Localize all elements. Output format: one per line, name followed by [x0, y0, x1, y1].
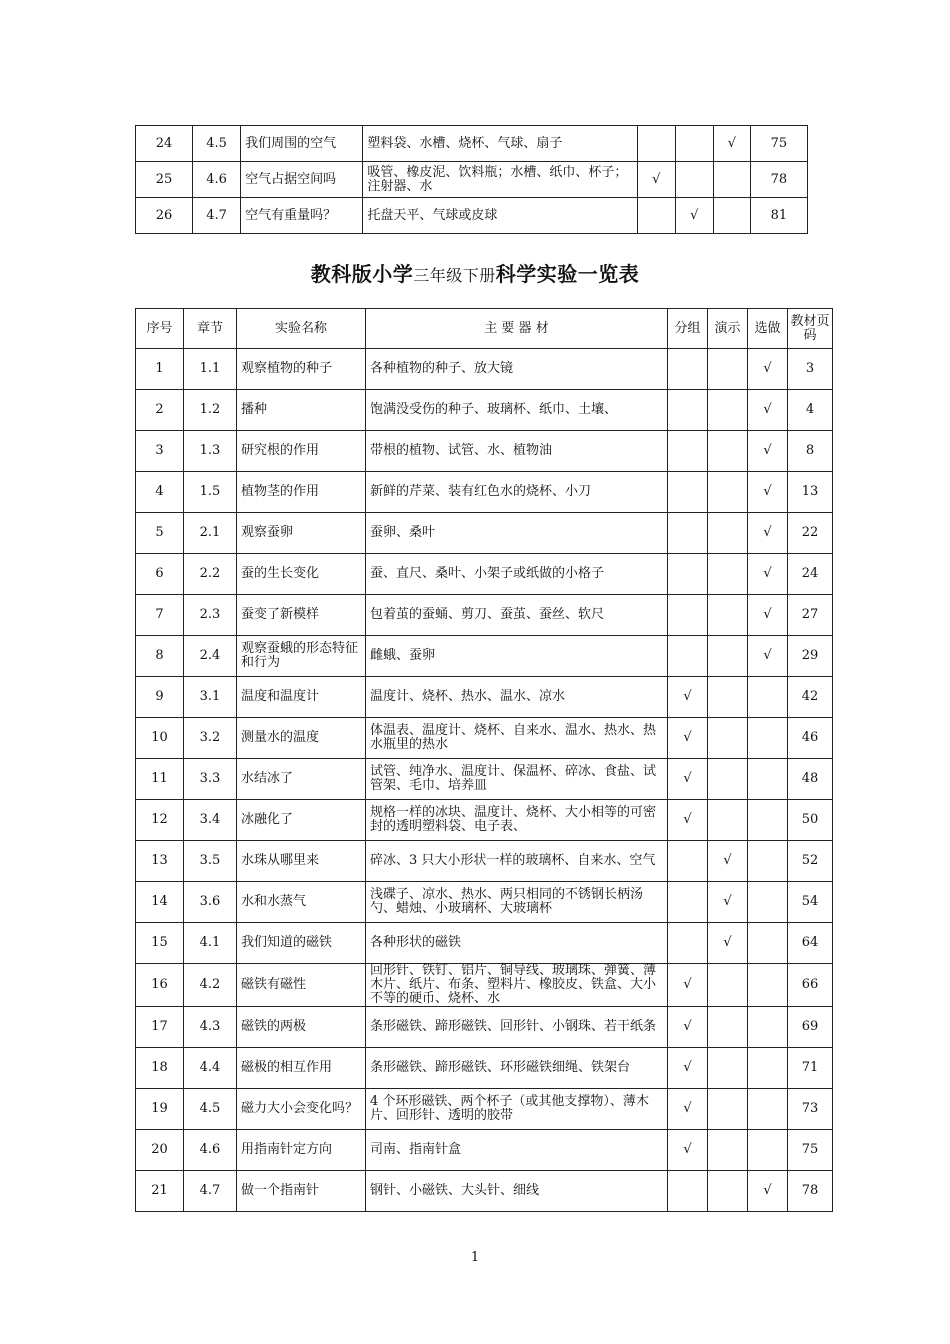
cell-no: 25 [136, 162, 193, 198]
cell-optional [748, 841, 788, 882]
cell-materials: 碎冰、3 只大小形状一样的玻璃杯、自来水、空气 [366, 841, 668, 882]
cell-materials: 规格一样的冰块、温度计、烧杯、大小相等的可密封的透明塑料袋、电子表、 [366, 800, 668, 841]
table-row [136, 162, 808, 198]
cell-materials: 雌蛾、蚕卵 [366, 636, 668, 677]
cell-name: 研究根的作用 [237, 431, 366, 472]
cell-materials: 条形磁铁、蹄形磁铁、环形磁铁细绳、铁架台 [366, 1048, 668, 1089]
cell-chapter: 2.4 [184, 636, 237, 677]
cell-optional: √ [713, 126, 750, 162]
header-page: 教材页码 [788, 309, 833, 349]
cell-demo [708, 677, 748, 718]
table-row [136, 390, 833, 431]
cell-optional [748, 1007, 788, 1048]
cell-no: 9 [136, 677, 184, 718]
table-row [136, 554, 833, 595]
cell-materials: 体温表、温度计、烧杯、自来水、温水、热水、热水瓶里的热水 [366, 718, 668, 759]
title-part-grade: 三年级下册 [413, 266, 496, 285]
cell-name: 我们周围的空气 [241, 126, 363, 162]
cell-page: 48 [788, 759, 833, 800]
table-row [136, 431, 833, 472]
cell-no: 2 [136, 390, 184, 431]
cell-group [668, 923, 708, 964]
cell-name: 水结冰了 [237, 759, 366, 800]
cell-group: √ [668, 1007, 708, 1048]
cell-demo [708, 349, 748, 390]
cell-materials: 试管、纯净水、温度计、保温杯、碎冰、食盐、试管架、毛巾、培养皿 [366, 759, 668, 800]
cell-chapter: 3.3 [184, 759, 237, 800]
cell-name: 磁力大小会变化吗？ [237, 1089, 366, 1130]
cell-materials: 包着茧的蚕蛹、剪刀、蚕茧、蚕丝、软尺 [366, 595, 668, 636]
cell-name: 用指南针定方向 [237, 1130, 366, 1171]
cell-group [668, 431, 708, 472]
cell-optional: √ [748, 554, 788, 595]
cell-demo [708, 431, 748, 472]
cell-optional [748, 964, 788, 1007]
cell-no: 17 [136, 1007, 184, 1048]
cell-optional: √ [748, 1171, 788, 1212]
table-row [136, 1007, 833, 1048]
cell-demo [708, 513, 748, 554]
cell-materials: 回形针、铁钉、铝片、铜导线、玻璃珠、弹簧、薄木片、纸片、布条、塑料片、橡胶皮、铁盒、大小不等的硬币、烧杯、水 [366, 964, 668, 1007]
cell-chapter: 2.3 [184, 595, 237, 636]
cell-chapter: 3.6 [184, 882, 237, 923]
table-row [136, 595, 833, 636]
cell-group: √ [668, 1089, 708, 1130]
header-materials: 主 要 器 材 [366, 309, 668, 349]
cell-name: 蚕变了新模样 [237, 595, 366, 636]
header-optional: 选做 [748, 309, 788, 349]
cell-demo: √ [708, 923, 748, 964]
table-row [136, 1048, 833, 1089]
cell-name: 蚕的生长变化 [237, 554, 366, 595]
cell-no: 19 [136, 1089, 184, 1130]
top-table-body [136, 126, 808, 234]
cell-materials: 吸管、橡皮泥、饮料瓶；水槽、纸巾、杯子；注射器、水 [363, 162, 637, 198]
cell-no: 18 [136, 1048, 184, 1089]
cell-page: 75 [788, 1130, 833, 1171]
main-table-body [136, 349, 833, 1212]
cell-no: 24 [136, 126, 193, 162]
cell-demo [708, 595, 748, 636]
cell-demo [675, 126, 713, 162]
table-row [136, 349, 833, 390]
cell-group: √ [668, 800, 708, 841]
cell-optional [748, 759, 788, 800]
table-row [136, 964, 833, 1007]
table-row [136, 841, 833, 882]
cell-name: 观察蚕卵 [237, 513, 366, 554]
cell-page: 66 [788, 964, 833, 1007]
title-part-subject: 科学实验一览表 [495, 262, 640, 286]
cell-chapter: 2.1 [184, 513, 237, 554]
cell-chapter: 4.1 [184, 923, 237, 964]
cell-demo [708, 554, 748, 595]
cell-name: 播种 [237, 390, 366, 431]
table-row [136, 677, 833, 718]
cell-no: 10 [136, 718, 184, 759]
cell-chapter: 1.5 [184, 472, 237, 513]
cell-chapter: 3.2 [184, 718, 237, 759]
cell-group: √ [668, 718, 708, 759]
table-row [136, 882, 833, 923]
cell-group [668, 1171, 708, 1212]
cell-materials: 饱满没受伤的种子、玻璃杯、纸巾、土壤、 [366, 390, 668, 431]
cell-name: 磁铁有磁性 [237, 964, 366, 1007]
cell-demo [708, 759, 748, 800]
cell-group [668, 513, 708, 554]
cell-materials: 钢针、小磁铁、大头针、细线 [366, 1171, 668, 1212]
cell-name: 观察植物的种子 [237, 349, 366, 390]
cell-name: 磁铁的两极 [237, 1007, 366, 1048]
cell-demo [708, 1007, 748, 1048]
cell-page: 75 [750, 126, 807, 162]
cell-name: 测量水的温度 [237, 718, 366, 759]
cell-materials: 各种植物的种子、放大镜 [366, 349, 668, 390]
cell-materials: 带根的植物、试管、水、植物油 [366, 431, 668, 472]
cell-materials: 司南、指南针盒 [366, 1130, 668, 1171]
cell-optional [748, 1089, 788, 1130]
cell-demo [675, 162, 713, 198]
cell-page: 78 [788, 1171, 833, 1212]
cell-chapter: 4.4 [184, 1048, 237, 1089]
cell-no: 15 [136, 923, 184, 964]
cell-optional: √ [748, 636, 788, 677]
cell-no: 14 [136, 882, 184, 923]
cell-demo [708, 472, 748, 513]
cell-no: 16 [136, 964, 184, 1007]
cell-chapter: 4.7 [184, 1171, 237, 1212]
cell-no: 3 [136, 431, 184, 472]
cell-optional [748, 1130, 788, 1171]
top-experiment-table [135, 125, 808, 234]
cell-demo [708, 390, 748, 431]
cell-name: 观察蚕蛾的形态特征和行为 [237, 636, 366, 677]
cell-page: 3 [788, 349, 833, 390]
cell-page: 54 [788, 882, 833, 923]
table-row [136, 472, 833, 513]
cell-demo [708, 964, 748, 1007]
cell-group: √ [668, 759, 708, 800]
cell-demo [708, 1130, 748, 1171]
header-no: 序号 [136, 309, 184, 349]
cell-chapter: 2.2 [184, 554, 237, 595]
table-row [136, 636, 833, 677]
cell-optional: √ [748, 431, 788, 472]
cell-optional: √ [748, 390, 788, 431]
cell-chapter: 4.6 [193, 162, 241, 198]
cell-no: 4 [136, 472, 184, 513]
cell-optional [713, 162, 750, 198]
cell-no: 12 [136, 800, 184, 841]
cell-materials: 托盘天平、气球或皮球 [363, 198, 637, 234]
cell-materials: 浅碟子、凉水、热水、两只相同的不锈钢长柄汤勺、蜡烛、小玻璃杯、大玻璃杯 [366, 882, 668, 923]
cell-chapter: 4.3 [184, 1007, 237, 1048]
cell-page: 73 [788, 1089, 833, 1130]
cell-name: 冰融化了 [237, 800, 366, 841]
cell-chapter: 4.7 [193, 198, 241, 234]
cell-materials: 新鲜的芹菜、装有红色水的烧杯、小刀 [366, 472, 668, 513]
header-group: 分组 [668, 309, 708, 349]
cell-page: 46 [788, 718, 833, 759]
table-row [136, 800, 833, 841]
cell-group: √ [668, 964, 708, 1007]
table-header-row [136, 309, 833, 349]
cell-group [668, 595, 708, 636]
cell-materials: 4 个环形磁铁、两个杯子（或其他支撑物）、薄木片、回形针、透明的胶带 [366, 1089, 668, 1130]
main-experiment-table [135, 308, 833, 1212]
cell-materials: 条形磁铁、蹄形磁铁、回形针、小钢珠、若干纸条 [366, 1007, 668, 1048]
header-demo: 演示 [708, 309, 748, 349]
cell-chapter: 4.5 [184, 1089, 237, 1130]
cell-page: 52 [788, 841, 833, 882]
cell-optional [748, 677, 788, 718]
cell-materials: 塑料袋、水槽、烧杯、气球、扇子 [363, 126, 637, 162]
table-row [136, 1171, 833, 1212]
cell-no: 20 [136, 1130, 184, 1171]
cell-group [668, 349, 708, 390]
cell-demo [708, 636, 748, 677]
cell-optional [748, 1048, 788, 1089]
cell-optional: √ [748, 513, 788, 554]
cell-group [668, 554, 708, 595]
cell-optional [748, 882, 788, 923]
table-row [136, 1089, 833, 1130]
cell-group [668, 636, 708, 677]
cell-group [668, 472, 708, 513]
cell-chapter: 3.5 [184, 841, 237, 882]
cell-no: 11 [136, 759, 184, 800]
cell-no: 26 [136, 198, 193, 234]
cell-demo: √ [708, 841, 748, 882]
cell-group [637, 126, 675, 162]
cell-name: 磁极的相互作用 [237, 1048, 366, 1089]
cell-name: 水和水蒸气 [237, 882, 366, 923]
header-chapter: 章节 [184, 309, 237, 349]
cell-optional [748, 800, 788, 841]
cell-group: √ [668, 1048, 708, 1089]
cell-name: 做一个指南针 [237, 1171, 366, 1212]
cell-demo: √ [675, 198, 713, 234]
table-row [136, 1130, 833, 1171]
cell-chapter: 4.5 [193, 126, 241, 162]
cell-group [668, 390, 708, 431]
cell-materials: 蚕卵、桑叶 [366, 513, 668, 554]
cell-name: 我们知道的磁铁 [237, 923, 366, 964]
cell-name: 空气有重量吗？ [241, 198, 363, 234]
cell-page: 4 [788, 390, 833, 431]
cell-name: 水珠从哪里来 [237, 841, 366, 882]
cell-demo: √ [708, 882, 748, 923]
cell-chapter: 1.1 [184, 349, 237, 390]
cell-materials: 温度计、烧杯、热水、温水、凉水 [366, 677, 668, 718]
title-part-school: 教科版小学 [310, 262, 414, 286]
cell-no: 1 [136, 349, 184, 390]
table-row [136, 198, 808, 234]
cell-demo [708, 1171, 748, 1212]
cell-optional: √ [748, 472, 788, 513]
cell-no: 21 [136, 1171, 184, 1212]
cell-no: 8 [136, 636, 184, 677]
cell-group [668, 841, 708, 882]
cell-materials: 各种形状的磁铁 [366, 923, 668, 964]
cell-page: 27 [788, 595, 833, 636]
table-row [136, 126, 808, 162]
cell-chapter: 4.6 [184, 1130, 237, 1171]
cell-chapter: 4.2 [184, 964, 237, 1007]
cell-group [668, 882, 708, 923]
cell-name: 空气占据空间吗 [241, 162, 363, 198]
cell-group: √ [668, 677, 708, 718]
cell-chapter: 1.3 [184, 431, 237, 472]
cell-page: 24 [788, 554, 833, 595]
page-title [0, 258, 950, 287]
cell-page: 64 [788, 923, 833, 964]
cell-page: 50 [788, 800, 833, 841]
cell-name: 植物茎的作用 [237, 472, 366, 513]
cell-no: 6 [136, 554, 184, 595]
cell-group [637, 198, 675, 234]
cell-demo [708, 800, 748, 841]
cell-chapter: 3.1 [184, 677, 237, 718]
cell-page: 22 [788, 513, 833, 554]
cell-name: 温度和温度计 [237, 677, 366, 718]
cell-no: 5 [136, 513, 184, 554]
table-row [136, 923, 833, 964]
page-number: 1 [470, 1250, 480, 1265]
table-row [136, 718, 833, 759]
cell-page: 8 [788, 431, 833, 472]
cell-page: 69 [788, 1007, 833, 1048]
cell-optional: √ [748, 349, 788, 390]
cell-optional [748, 718, 788, 759]
cell-chapter: 3.4 [184, 800, 237, 841]
cell-demo [708, 1089, 748, 1130]
cell-chapter: 1.2 [184, 390, 237, 431]
cell-optional [748, 923, 788, 964]
cell-page: 78 [750, 162, 807, 198]
table-row [136, 513, 833, 554]
cell-materials: 蚕、直尺、桑叶、小架子或纸做的小格子 [366, 554, 668, 595]
cell-optional [713, 198, 750, 234]
cell-page: 29 [788, 636, 833, 677]
cell-optional: √ [748, 595, 788, 636]
cell-page: 81 [750, 198, 807, 234]
cell-no: 13 [136, 841, 184, 882]
cell-demo [708, 1048, 748, 1089]
cell-page: 13 [788, 472, 833, 513]
header-name: 实验名称 [237, 309, 366, 349]
cell-page: 42 [788, 677, 833, 718]
table-row [136, 759, 833, 800]
cell-demo [708, 718, 748, 759]
cell-page: 71 [788, 1048, 833, 1089]
cell-group: √ [637, 162, 675, 198]
cell-group: √ [668, 1130, 708, 1171]
cell-no: 7 [136, 595, 184, 636]
